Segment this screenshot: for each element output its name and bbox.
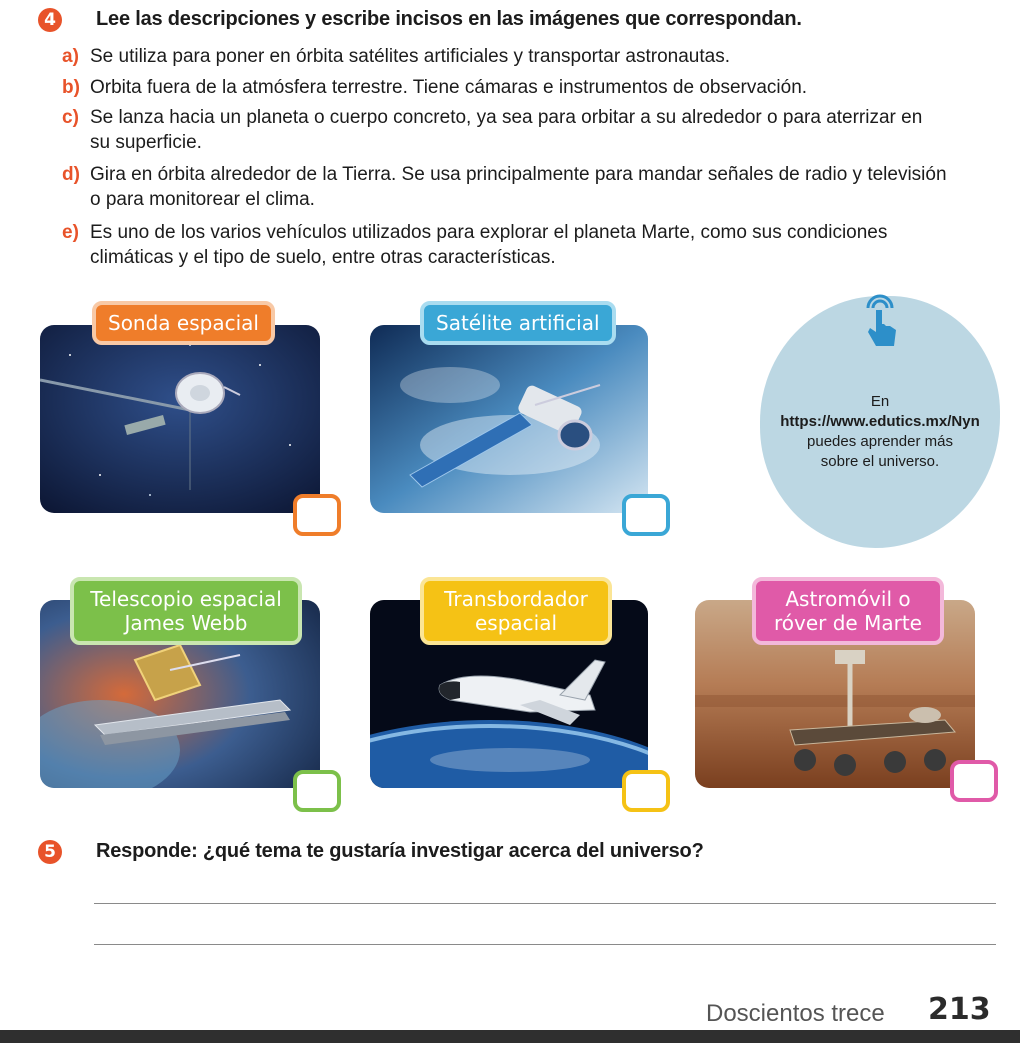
answer-box-artificial-satellite[interactable] <box>622 494 670 536</box>
card-label-artificial-satellite: Satélite artificial <box>420 301 616 345</box>
answer-line[interactable] <box>94 903 996 904</box>
page-number: 213 <box>928 992 991 1027</box>
hand-pointer-icon <box>860 294 900 354</box>
item-text: Orbita fuera de la atmósfera terrestre. Tiene cámaras e instrumentos de observación. <box>90 77 808 98</box>
exercise-5-question: Responde: ¿qué tema te gustaría investigar acerca del universo? <box>96 840 704 862</box>
item-letter: b) <box>62 77 80 98</box>
description-item-c <box>62 105 942 155</box>
item-letter: d) <box>62 164 80 185</box>
card-label-james-webb: Telescopio espacial James Webb <box>70 577 302 645</box>
artificial-satellite-image <box>370 325 648 513</box>
info-bubble-text <box>760 392 1000 472</box>
description-item-b <box>62 75 982 100</box>
info-link[interactable]: https://www.edutics.mx/Nyn <box>780 413 980 430</box>
description-item-a <box>62 44 982 69</box>
card-label-space-shuttle: Transbordador espacial <box>420 577 612 645</box>
item-text: Es uno de los varios vehículos utilizados para explorar el planeta Marte, como sus condiciones climáticas y el tipo de suelo, entre otras características. <box>90 222 888 268</box>
bottom-bar <box>0 1030 1020 1043</box>
info-intro: En <box>870 393 890 410</box>
item-letter: a) <box>62 46 79 67</box>
info-rest: puedes aprender más sobre el universo. <box>807 433 953 470</box>
answer-box-space-shuttle[interactable] <box>622 770 670 812</box>
answer-line[interactable] <box>94 944 996 945</box>
answer-box-mars-rover[interactable] <box>950 760 998 802</box>
page-number-words: Doscientos trece <box>706 1000 885 1027</box>
item-text: Se lanza hacia un planeta o cuerpo concreto, ya sea para orbitar a su alrededor o para aterrizar en su superficie. <box>90 107 923 153</box>
item-text: Gira en órbita alrededor de la Tierra. Se usa principalmente para mandar señales de radio y televisión o para monitorear el clima. <box>90 164 947 210</box>
card-label-space-probe: Sonda espacial <box>92 301 275 345</box>
exercise-number-badge: 4 <box>38 8 62 32</box>
description-item-d <box>62 162 962 212</box>
card-label-mars-rover: Astromóvil o róver de Marte <box>752 577 944 645</box>
space-probe-image <box>40 325 320 513</box>
item-letter: e) <box>62 222 79 243</box>
item-text: Se utiliza para poner en órbita satélites artificiales y transportar astronautas. <box>90 46 730 67</box>
answer-box-space-probe[interactable] <box>293 494 341 536</box>
item-letter: c) <box>62 107 79 128</box>
answer-box-james-webb[interactable] <box>293 770 341 812</box>
description-item-e <box>62 220 922 270</box>
exercise-4-instruction: Lee las descripciones y escribe incisos en las imágenes que correspondan. <box>96 8 802 30</box>
exercise-number-badge: 5 <box>38 840 62 864</box>
